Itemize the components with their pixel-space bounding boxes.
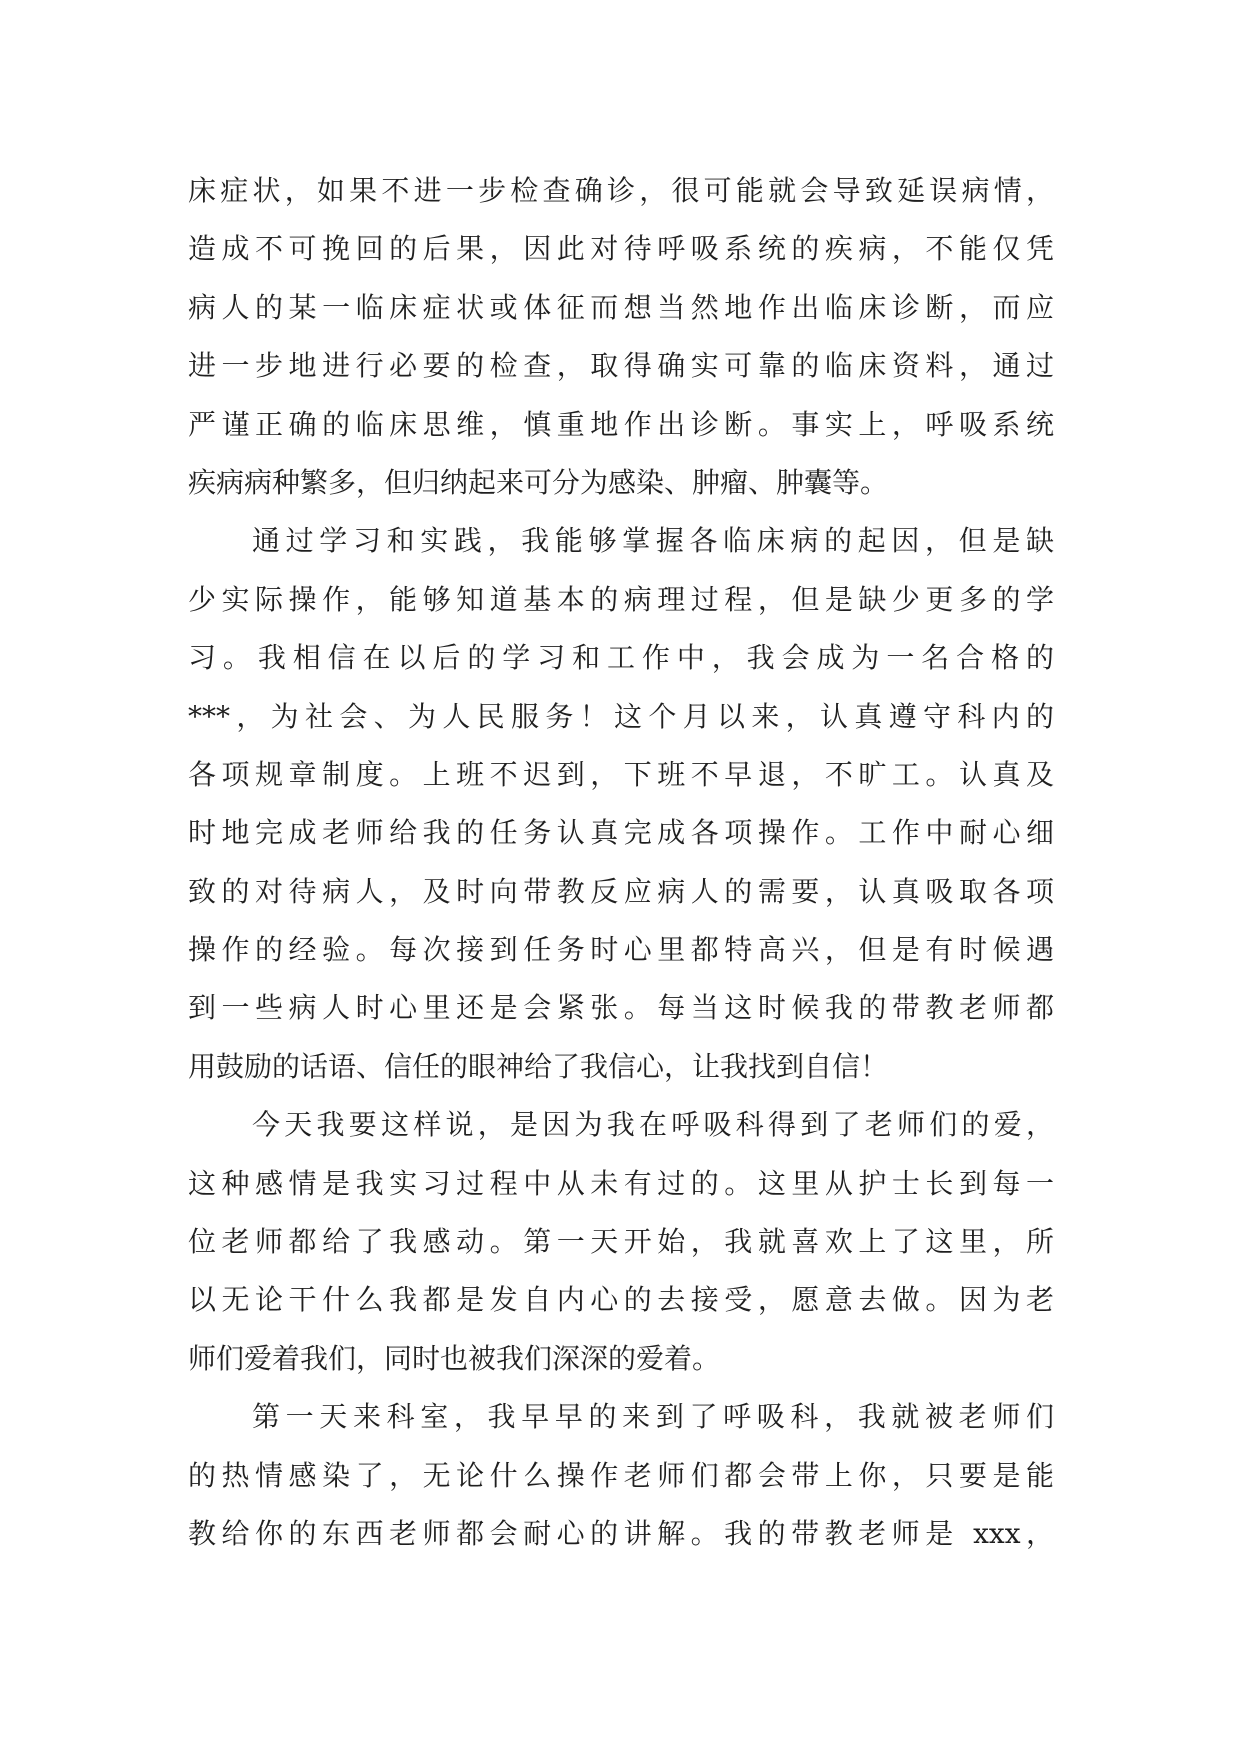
text-line: 习。我相信在以后的学习和工作中，我会成为一名合格的 bbox=[188, 641, 1054, 675]
text-line: 用鼓励的话语、信任的眼神给了我信心，让我找到自信！ bbox=[188, 1049, 889, 1083]
text-line: 造成不可挽回的后果，因此对待呼吸系统的疾病，不能仅凭 bbox=[188, 232, 1054, 266]
text-line: 这种感情是我实习过程中从未有过的。这里从护士长到每一 bbox=[188, 1166, 1054, 1200]
text-line: 今天我要这样说，是因为我在呼吸科得到了老师们的爱， bbox=[252, 1108, 1054, 1142]
text-line: 床症状，如果不进一步检查确诊，很可能就会导致延误病情， bbox=[188, 174, 1054, 207]
text-line: 教给你的东西老师都会耐心的讲解。我的带教老师是 xxx， bbox=[188, 1516, 1054, 1550]
text-line: 位老师都给了我感动。第一天开始，我就喜欢上了这里，所 bbox=[188, 1225, 1054, 1259]
text-line: 少实际操作，能够知道基本的病理过程，但是缺少更多的学 bbox=[188, 582, 1054, 616]
text-line: 疾病病种繁多，但归纳起来可分为感染、肿瘤、肿囊等。 bbox=[188, 465, 889, 499]
text-line: 时地完成老师给我的任务认真完成各项操作。工作中耐心细 bbox=[188, 816, 1054, 850]
text-line: 到一些病人时心里还是会紧张。每当这时候我的带教老师都 bbox=[188, 991, 1054, 1025]
document-body bbox=[188, 162, 1054, 1563]
text-line: 严谨正确的临床思维，慎重地作出诊断。事实上，呼吸系统 bbox=[188, 407, 1054, 441]
text-line: 以无论干什么我都是发自内心的去接受，愿意去做。因为老 bbox=[188, 1283, 1054, 1317]
text-line: 病人的某一临床症状或体征而想当然地作出临床诊断，而应 bbox=[188, 290, 1054, 324]
text-line: 各项规章制度。上班不迟到，下班不早退，不旷工。认真及 bbox=[188, 757, 1054, 791]
text-line: 操作的经验。每次接到任务时心里都特高兴，但是有时候遇 bbox=[188, 933, 1054, 967]
text-line: 第一天来科室，我早早的来到了呼吸科，我就被老师们 bbox=[252, 1400, 1054, 1434]
text-line: 的热情感染了，无论什么操作老师们都会带上你，只要是能 bbox=[188, 1458, 1054, 1492]
text-line: ***，为社会、为人民服务！这个月以来，认真遵守科内的 bbox=[188, 699, 1054, 733]
text-line: 通过学习和实践，我能够掌握各临床病的起因，但是缺 bbox=[252, 524, 1054, 558]
text-line: 师们爱着我们，同时也被我们深深的爱着。 bbox=[188, 1341, 721, 1375]
text-line: 致的对待病人，及时向带教反应病人的需要，认真吸取各项 bbox=[188, 874, 1054, 908]
text-line: 进一步地进行必要的检查，取得确实可靠的临床资料，通过 bbox=[188, 349, 1054, 383]
